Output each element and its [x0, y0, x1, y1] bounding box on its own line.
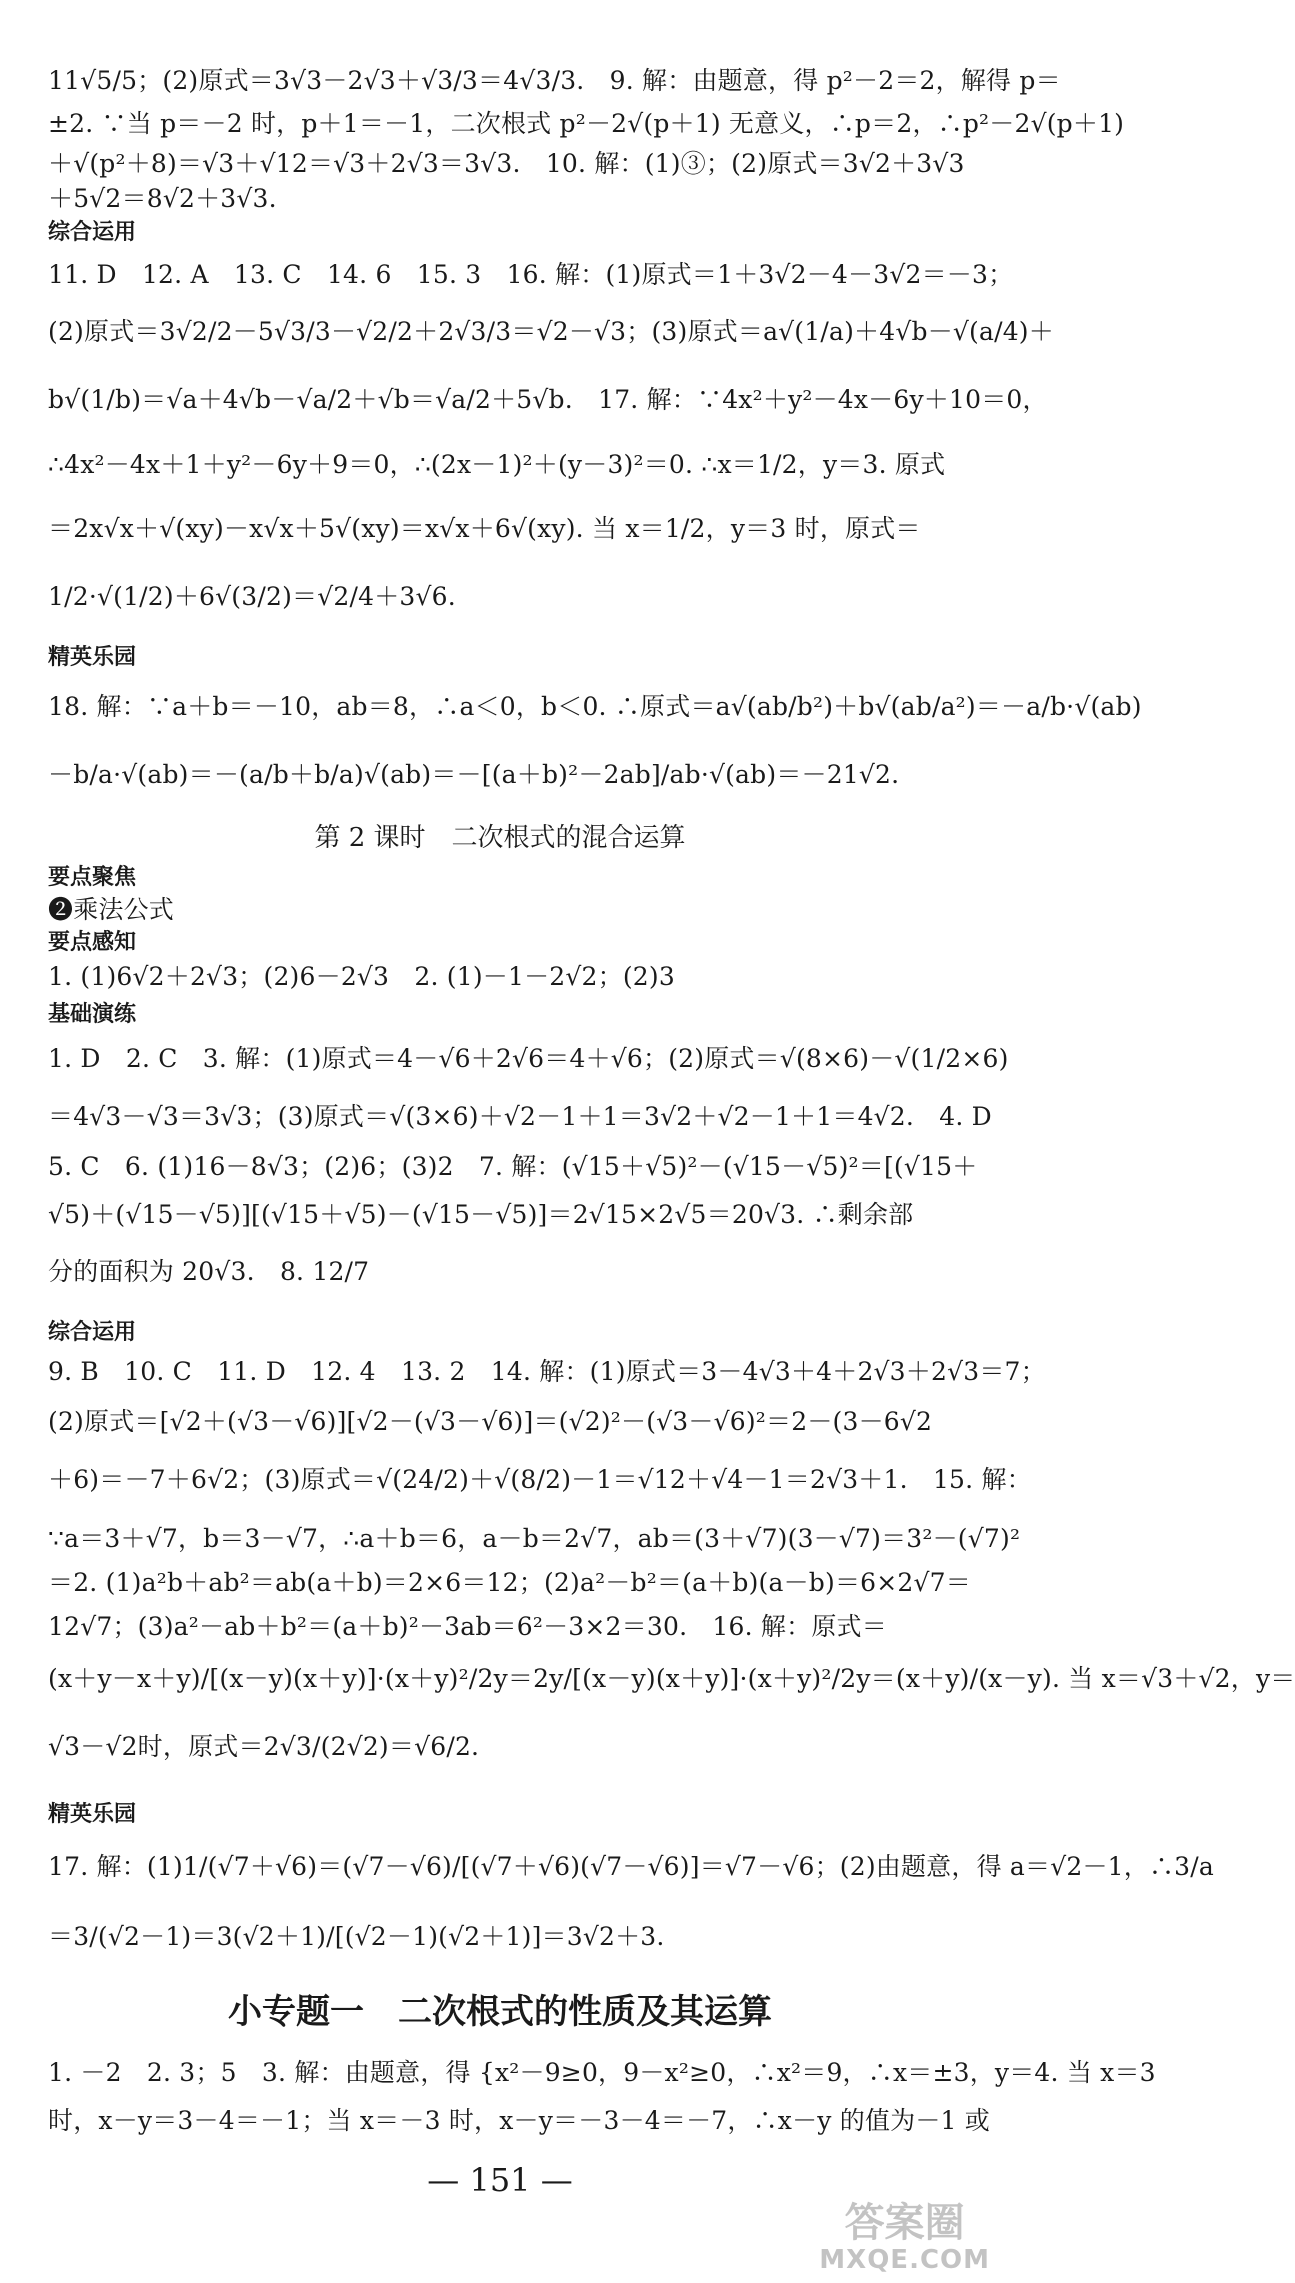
text-line: ＋√(p²＋8)＝√3＋√12＝√3＋2√3＝3√3. 10. 解：(1)③；(2)原式＝3√2＋3√3: [48, 149, 965, 178]
circled-item: ❷乘法公式: [48, 895, 175, 924]
page-number: — 151 —: [427, 2161, 573, 2199]
section-heading: 精英乐园: [48, 645, 137, 670]
section-heading: 基础演练: [48, 1002, 137, 1027]
text-line: (2)原式＝[√2＋(√3－√6)][√2－(√3－√6)]＝(√2)²－(√3－√6)²＝2－(3－6√2: [48, 1407, 933, 1436]
text-line: (2)原式＝3√2/2－5√3/3－√2/2＋2√3/3＝√2－√3；(3)原式＝a√(1/a)＋4√b－√(a/4)＋: [48, 317, 1054, 346]
watermark: [819, 2201, 990, 2275]
text-line: b√(1/b)＝√a＋4√b－√a/2＋√b＝√a/2＋5√b. 17. 解：∵4x²＋y²－4x－6y＋10＝0，: [48, 385, 1048, 414]
text-line: ＝3/(√2－1)＝3(√2＋1)/[(√2－1)(√2＋1)]＝3√2＋3.: [48, 1922, 665, 1951]
text-line: 1. －2 2. 3；5 3. 解：由题意，得 {x²－9≥0，9－x²≥0，∴x²＝9，∴x＝±3，y＝4. 当 x＝3: [48, 2058, 1156, 2087]
text-line: √5)＋(√15－√5)][(√15＋√5)－(√15－√5)]＝2√15×2√5＝20√3. ∴剩余部: [48, 1200, 914, 1229]
section-heading: 要点聚焦: [48, 865, 137, 890]
section-heading: 要点感知: [48, 930, 137, 955]
special-topic-title: 小专题一 二次根式的性质及其运算: [228, 1992, 772, 2032]
text-line: 12√7；(3)a²－ab＋b²＝(a＋b)²－3ab＝6²－3×2＝30. 16. 解：原式＝: [48, 1612, 887, 1641]
text-line: √3－√2时，原式＝2√3/(2√2)＝√6/2.: [48, 1732, 480, 1761]
text-line: 分的面积为 20√3. 8. 12/7: [48, 1257, 370, 1286]
text-line: 1/2·√(1/2)＋6√(3/2)＝√2/4＋3√6.: [48, 582, 456, 611]
text-line: ＝2x√x＋√(xy)－x√x＋5√(xy)＝x√x＋6√(xy). 当 x＝1/2，y＝3 时，原式＝: [48, 514, 921, 543]
text-line: ＋5√2＝8√2＋3√3.: [48, 184, 277, 213]
text-line: ＝4√3－√3＝3√3；(3)原式＝√(3×6)＋√2－1＋1＝3√2＋√2－1＋1＝4√2. 4. D: [48, 1102, 992, 1131]
text-line: ∴4x²－4x＋1＋y²－6y＋9＝0，∴(2x－1)²＋(y－3)²＝0. ∴x＝1/2，y＝3. 原式: [48, 450, 946, 479]
text-line: 11. D 12. A 13. C 14. 6 15. 3 16. 解：(1)原式＝1＋3√2－4－3√2＝－3；: [48, 260, 1014, 289]
watermark-logo: 答案圈: [844, 2200, 965, 2246]
watermark-url: MXQE.COM: [819, 2245, 990, 2275]
text-line: －b/a·√(ab)＝－(a/b＋b/a)√(ab)＝－[(a＋b)²－2ab]/ab·√(ab)＝－21√2.: [48, 760, 900, 789]
section-heading: 综合运用: [48, 220, 137, 245]
text-line: ＋6)＝－7＋6√2；(3)原式＝√(24/2)＋√(8/2)－1＝√12＋√4－1＝2√3＋1. 15. 解：: [48, 1465, 1032, 1494]
text-line: 18. 解：∵a＋b＝－10，ab＝8，∴a＜0，b＜0. ∴原式＝a√(ab/b²)＋b√(ab/a²)＝－a/b·√(ab): [48, 692, 1142, 721]
text-line: 9. B 10. C 11. D 12. 4 13. 2 14. 解：(1)原式＝3－4√3＋4＋2√3＋2√3＝7；: [48, 1357, 1046, 1386]
text-line: 5. C 6. (1)16－8√3；(2)6；(3)2 7. 解：(√15＋√5)²－(√15－√5)²＝[(√15＋: [48, 1152, 978, 1181]
text-line: ±2. ∵当 p＝－2 时，p＋1＝－1，二次根式 p²－2√(p＋1) 无意义，∴p＝2，∴p²－2√(p＋1): [48, 109, 1125, 138]
text-line: 1. D 2. C 3. 解：(1)原式＝4－√6＋2√6＝4＋√6；(2)原式＝√(8×6)－√(1/2×6): [48, 1044, 1009, 1073]
text-line: 时，x－y＝3－4＝－1；当 x＝－3 时，x－y＝－3－4＝－7，∴x－y 的值为－1 或: [48, 2106, 991, 2135]
text-line: ＝2. (1)a²b＋ab²＝ab(a＋b)＝2×6＝12；(2)a²－b²＝(a＋b)(a－b)＝6×2√7＝: [48, 1568, 971, 1597]
text-line: (x＋y－x＋y)/[(x－y)(x＋y)]·(x＋y)²/2y＝2y/[(x－y)(x＋y)]·(x＋y)²/2y＝(x＋y)/(x－y). 当 x＝√3＋√2，y＝: [48, 1664, 1295, 1693]
text-line: ∵a＝3＋√7，b＝3－√7，∴a＋b＝6，a－b＝2√7，ab＝(3＋√7)(3－√7)＝3²－(√7)²: [48, 1524, 1021, 1553]
lesson-subtitle: 第 2 课时 二次根式的混合运算: [314, 823, 686, 853]
text-line: 1. (1)6√2＋2√3；(2)6－2√3 2. (1)－1－2√2；(2)3: [48, 962, 675, 991]
text-line: 11√5/5；(2)原式＝3√3－2√3＋√3/3＝4√3/3. 9. 解：由题意，得 p²－2＝2，解得 p＝: [48, 66, 1061, 95]
section-heading: 综合运用: [48, 1320, 137, 1345]
text-line: 17. 解：(1)1/(√7＋√6)＝(√7－√6)/[(√7＋√6)(√7－√6)]＝√7－√6；(2)由题意，得 a＝√2－1，∴3/a: [48, 1852, 1215, 1881]
section-heading: 精英乐园: [48, 1802, 137, 1827]
